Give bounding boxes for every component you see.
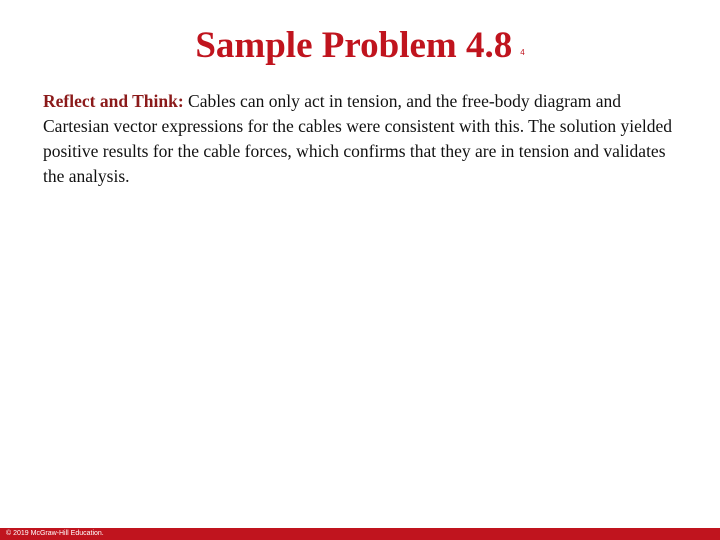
- body-paragraph: [43, 89, 683, 189]
- title-row: [0, 24, 720, 68]
- copyright-text: © 2019 McGraw-Hill Education.: [6, 530, 104, 537]
- title-subscript: 4: [520, 48, 525, 57]
- footer-bar: [0, 528, 720, 540]
- paragraph-text: Cables can only act in tension, and the free-body diagram and Cartesian vector expressions for the cables were consistent with this. The solution yielded positive results for the cable forces, which confirms that they are in tension and validates the analysis.: [43, 91, 673, 186]
- page-title: Sample Problem 4.8: [195, 25, 513, 66]
- paragraph-lead: Reflect and Think:: [43, 91, 184, 111]
